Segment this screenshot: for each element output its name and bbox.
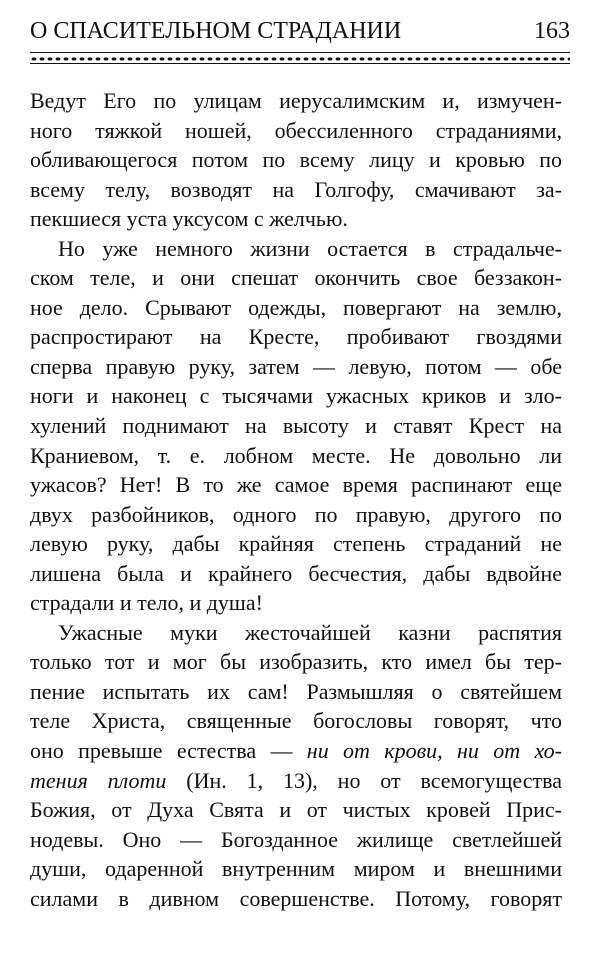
text-line: лишена была и крайнего бесчестия, дабы вдвойне	[30, 560, 562, 586]
text-line: Ведут Его по улицам иерусалимским и, измучен-	[30, 88, 562, 113]
text-line: Но уже немного жизни остается в страдальче-	[58, 235, 562, 261]
text-line: ужасов? Нет! В то же самое время распинают еще	[30, 472, 562, 498]
text-line: нодевы. Оно — Богозданное жилище светлейшей	[30, 826, 562, 852]
header-ornament-rule	[30, 52, 570, 64]
text-line: ском теле, и они спешат окончить свое беззакон-	[30, 265, 562, 291]
text-line	[30, 766, 562, 796]
text-line: силами в дивном совершенстве. Потому, говорят	[30, 885, 562, 911]
text-line: души, одаренной внутренним миром и внешними	[30, 856, 562, 882]
text-line: только тот и мог бы изобразить, кто имел бы тер-	[30, 649, 562, 675]
italic-quote: тения плоти	[30, 767, 167, 793]
text-line: страдали и тело, и душа!	[30, 590, 263, 616]
running-header	[30, 14, 570, 48]
text-line: ноги и наконец с тысячами ужасных криков и зло-	[30, 383, 562, 409]
text-line: хулений поднимают на высоту и ставят Крест на	[30, 413, 562, 439]
text-line: сперва правую руку, затем — левую, потом — обе	[30, 353, 562, 379]
text-line	[30, 736, 562, 766]
page-number: 163	[534, 18, 570, 44]
text-line: пекшиеся уста уксусом с желчью.	[30, 206, 348, 232]
text-line: левую руку, дабы крайняя степень страданий не	[30, 531, 562, 557]
text-line: обливающегося потом по всему лицу и кровью по	[30, 147, 562, 173]
text-line: всему телу, возводят на Голгофу, смачивают за-	[30, 176, 562, 202]
text-line: Ужасные муки жесточайшей казни распятия	[58, 619, 562, 645]
text-line: Божия, от Духа Свята и от чистых кровей Прис-	[30, 797, 562, 823]
text-line: ное дело. Срывают одежды, повергают на землю,	[30, 294, 562, 320]
text-line: двух разбойников, одного по правую, другого по	[30, 501, 562, 527]
text-line: теле Христа, священные богословы говорят, что	[30, 708, 562, 734]
text-line: распростирают на Кресте, пробивают гвоздями	[30, 324, 562, 350]
body-text	[30, 86, 562, 913]
text-segment: (Ин. 1, 13), но от всемогущества	[166, 767, 562, 793]
text-line: Краниевом, т. е. лобном месте. Не довольно ли	[30, 442, 562, 468]
running-title: О СПАСИТЕЛЬНОМ СТРАДАНИИ	[30, 18, 402, 44]
italic-quote: ни от крови, ни от хо-	[306, 738, 562, 764]
text-line: пение испытать их сам! Размышляя о святейшем	[30, 678, 562, 704]
text-segment: оно превыше естества —	[30, 738, 307, 764]
text-line: ного тяжкой ношей, обессиленного страданиями,	[30, 117, 562, 143]
